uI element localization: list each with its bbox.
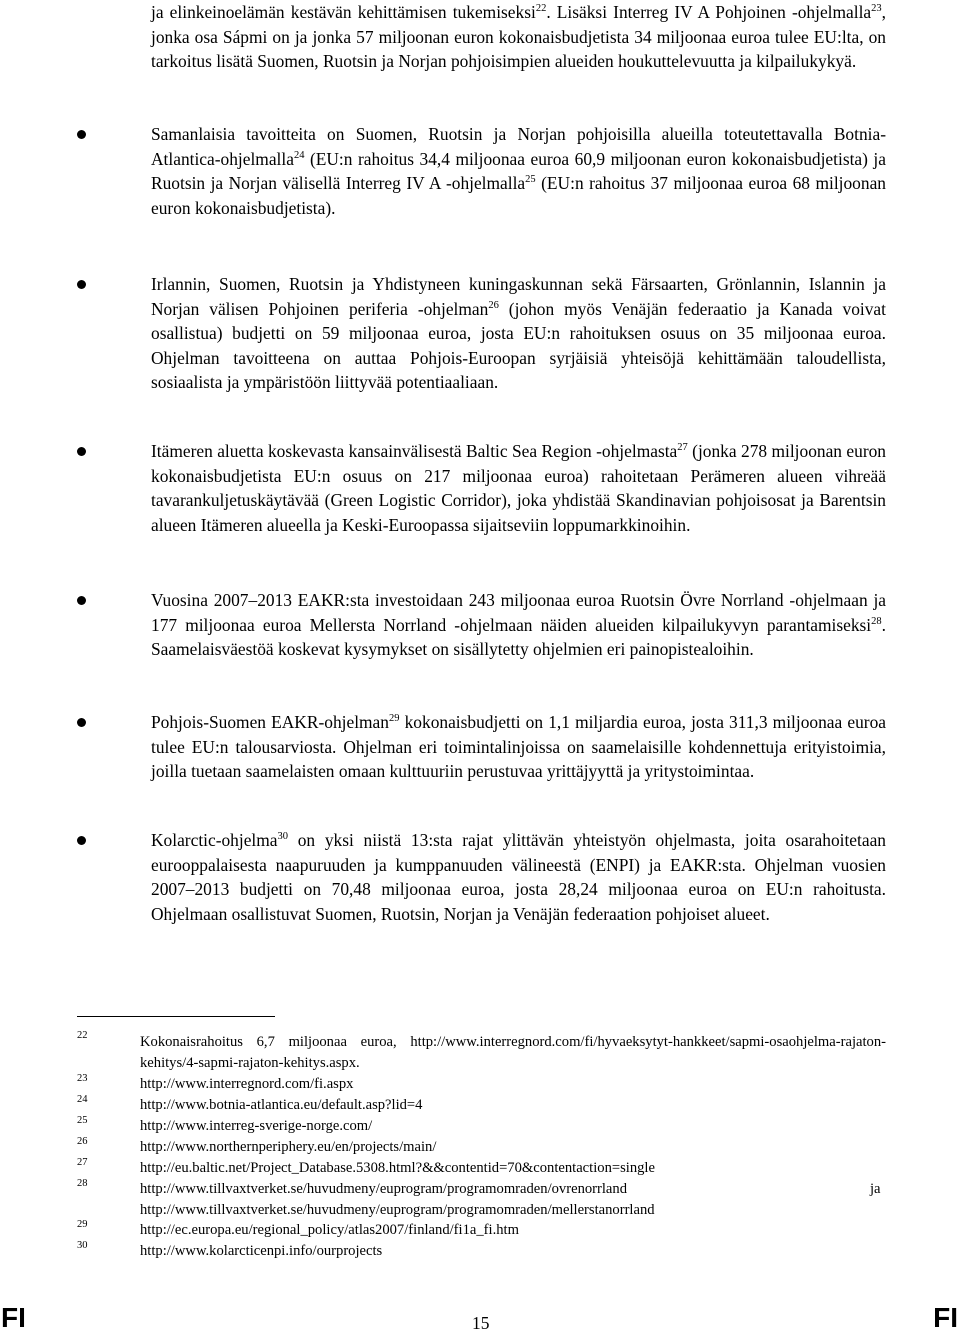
footnote-reference[interactable]: 29 [388, 713, 400, 724]
paragraph-baltic-sea-region [151, 439, 886, 537]
bullet-icon [77, 130, 86, 139]
paragraph-text: , jonka osa Sápmi on ja jonka 57 miljoonan euron kokonaisbudjetista 34 miljoonaa euroa tulee EU:lta, on tarkoitus lisätä Suomen, Ruotsin ja Norjan pohjoisimpien alueiden houkuttelevuutta ja kilpailukykyä. [151, 2, 886, 71]
paragraph-text: (EU:n rahoitus 37 miljoonaa euroa 68 miljoonan euron kokonaisbudjetista). [151, 173, 886, 218]
footnote-30-link[interactable]: http://www.kolarcticenpi.info/ourprojects [140, 1243, 383, 1259]
paragraph-text: Irlannin, Suomen, Ruotsin ja Yhdistyneen kuningaskunnan sekä Färsaarten, Grönlannin, Islannin ja Norjan välisen Pohjoinen periferia -ohjelman [151, 274, 886, 319]
language-code-left: FI [1, 1302, 26, 1333]
paragraph-text: Samanlaisia tavoitteita on Suomen, Ruotsin ja Norjan pohjoisilla alueilla toteutettavalla Botnia-Atlantica-ohjelmalla [151, 124, 886, 169]
footnote-number-24: 24 [77, 1094, 88, 1105]
footnote-reference[interactable]: 25 [525, 174, 536, 185]
paragraph-botnia-atlantica [151, 122, 886, 220]
paragraph-pohjois-suomi [151, 710, 886, 784]
footnote-reference[interactable]: 27 [677, 442, 688, 453]
footnote-number-22: 22 [77, 1030, 88, 1041]
footnote-reference[interactable]: 22 [535, 3, 547, 14]
footnote-number-30: 30 [77, 1240, 88, 1251]
footnote-number-27: 27 [77, 1157, 88, 1168]
bullet-icon [77, 447, 86, 456]
paragraph-northern-periphery [151, 272, 886, 395]
paragraph-text: . Saamelaisväestöä koskevat kysymykset on sisällytetty ohjelmien eri painopistealoihin. [151, 614, 886, 659]
footnote-number-29: 29 [77, 1219, 88, 1230]
footnote-28-link-a[interactable]: http://www.tillvaxtverket.se/huvudmeny/euprogram/programomraden/ovrenorrland [140, 1181, 628, 1197]
footnote-23-link[interactable]: http://www.interregnord.com/fi.aspx [140, 1076, 354, 1092]
footnote-24-link[interactable]: http://www.botnia-atlantica.eu/default.asp?lid=4 [140, 1097, 423, 1113]
footnote-reference[interactable]: 28 [871, 615, 882, 627]
paragraph-text: Vuosina 2007–2013 EAKR:sta investoidaan 243 miljoonaa euroa Ruotsin Övre Norrland -ohjelmaan ja 177 miljoonaa euroa Mellersta Norrland -ohjelmaan näiden alueiden kilpailukyvyn parantamiseksi [151, 590, 886, 635]
footnote-22-text: Kokonaisrahoitus 6,7 miljoonaa euroa, http://www.interregnord.com/fi/hyvaeksytyt-hankkeet/sapmi-osaohjelma-rajaton-kehitys/4-sapmi-rajaton-kehitys.aspx. [140, 1034, 886, 1072]
paragraph-text: . Lisäksi Interreg IV A Pohjoinen -ohjelmalla [546, 2, 872, 22]
footnote-number-28: 28 [77, 1178, 88, 1189]
footnote-reference[interactable]: 24 [293, 149, 305, 161]
bullet-icon [77, 836, 86, 845]
footnote-reference[interactable]: 26 [488, 299, 499, 311]
footnote-number-23: 23 [77, 1073, 88, 1084]
bullet-icon [77, 718, 86, 727]
footnote-29-link[interactable]: http://ec.europa.eu/regional_policy/atlas2007/finland/fi1a_fi.htm [140, 1222, 519, 1238]
paragraph-text: kokonaisbudjetti on 1,1 miljardia euroa, josta 311,3 miljoonaa euroa tulee EU:n talousarviosta. Ohjelman eri toimintalinjoissa on saamelaisille kohdennettuja erityistoimia, joilla tuetaan saamelaisten omaan kulttuuriin perustuvaa yrittäjyyttä ja yritystoimintaa. [151, 712, 886, 781]
footnote-number-25: 25 [77, 1115, 88, 1126]
paragraph-text: Kolarctic-ohjelma [151, 830, 278, 850]
paragraph-continuation [151, 0, 886, 74]
paragraph-text: (johon myös Venäjän federaatio ja Kanada voivat osallistua) budjetti on 59 miljoonaa euroa, josta EU:n rahoituksen osuus on 35 miljoonaa euroa. Ohjelman tavoitteena on auttaa Pohjois-Euroopan syrjäisiä yhteisöjä kehittämään taloudellista, sosiaalista ja ympäristöön liittyvää potentiaaliaan. [151, 298, 886, 392]
paragraph-kolarctic [151, 828, 886, 926]
footnote-separator [77, 1016, 275, 1017]
bullet-icon [77, 596, 86, 605]
paragraph-text: ja elinkeinoelämän kestävän kehittämisen tukemiseksi [151, 2, 536, 22]
language-code-right: FI [933, 1302, 958, 1333]
footnote-28-link-b[interactable]: http://www.tillvaxtverket.se/huvudmeny/euprogram/programomraden/mellerstanorrland [140, 1202, 655, 1218]
footnote-reference[interactable]: 30 [277, 831, 289, 842]
footnote-number-26: 26 [77, 1136, 88, 1147]
paragraph-text: on yksi niistä 13:sta rajat ylittävän yhteistyön ohjelmasta, joita osarahoitetaan eurooppalaisesta naapuruuden ja kumppanuuden välineestä (ENPI) ja EAKR:sta. Ohjelman vuosien 2007–2013 budjetti on 70,48 miljoonaa euroa, josta 28,24 miljoonaa euroa on EU:n rahoitusta. Ohjelmaan osallistuvat Suomen, Ruotsin, Norjan ja Venäjän federaation pohjoiset alueet. [151, 830, 886, 924]
footnote-28-conjunction: ja [870, 1181, 881, 1197]
paragraph-text: (jonka 278 miljoonan euron kokonaisbudjetista EU:n osuus on 217 miljoonaa euroa) rahoitetaan Perämeren alueen vihreää tavarankuljetuskäytävää (Green Logistic Corridor), joka yhdistää Skandinavian pohjoisosat ja Barentsin alueen Itämeren alueella ja Keski-Euroopassa sijaitseviin loppumarkkinoihin. [151, 441, 886, 535]
paragraph-eakr-sweden [151, 588, 886, 662]
page-number: 15 [472, 1313, 490, 1333]
footnote-reference[interactable]: 23 [871, 3, 882, 14]
paragraph-text: (EU:n rahoitus 34,4 miljoonaa euroa 60,9 miljoonan euron kokonaisbudjetista) ja Ruotsin ja Norjan välisellä Interreg IV A -ohjelmalla [151, 148, 886, 193]
footnote-25-link[interactable]: http://www.interreg-sverige-norge.com/ [140, 1118, 373, 1134]
footnote-27-link[interactable]: http://eu.baltic.net/Project_Database.5308.html?&&contentid=70&contentaction=single [140, 1160, 655, 1176]
paragraph-text: Pohjois-Suomen EAKR-ohjelman [151, 712, 389, 732]
bullet-icon [77, 280, 86, 289]
paragraph-text: Itämeren aluetta koskevasta kansainvälisestä Baltic Sea Region -ohjelmasta [151, 441, 678, 461]
footnote-26-link[interactable]: http://www.northernperiphery.eu/en/projects/main/ [140, 1139, 437, 1155]
